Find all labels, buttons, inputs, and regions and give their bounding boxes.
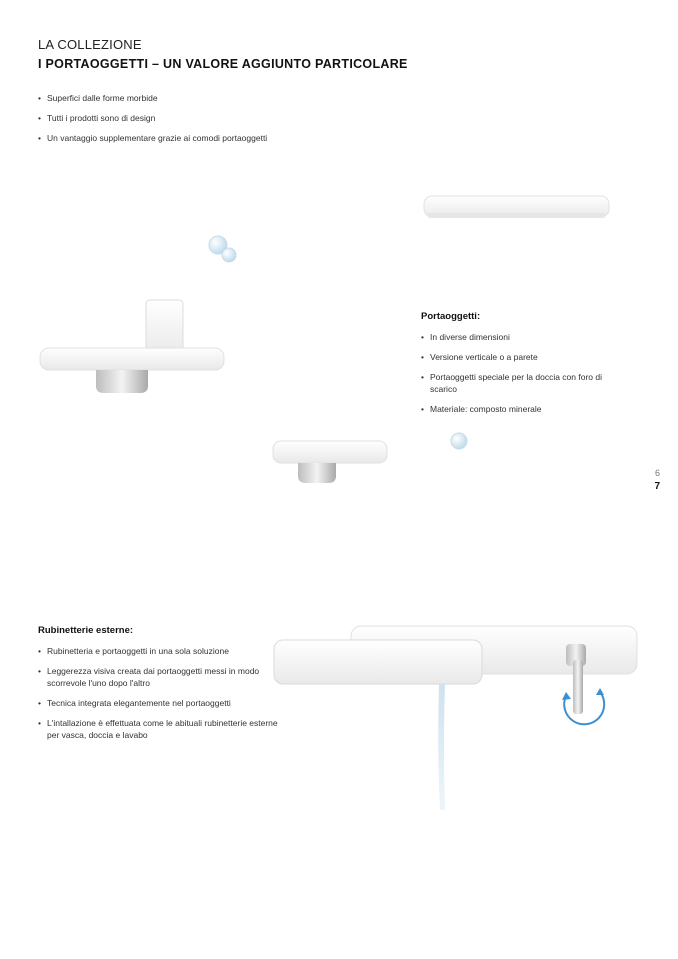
list-item: • In diverse dimensioni bbox=[421, 331, 621, 343]
shelf-with-cup-illustration bbox=[40, 300, 224, 393]
mixer-shelf-illustration bbox=[274, 626, 637, 810]
page-number-right: 7 bbox=[654, 481, 660, 492]
list-item: • Rubinetteria e portaoggetti in una sola soluzione bbox=[38, 645, 288, 657]
small-shelf-illustration bbox=[273, 441, 387, 483]
rubinetterie-list bbox=[38, 645, 288, 749]
portaoggetti-heading: Portaoggetti: bbox=[421, 311, 481, 322]
wall-shelf-illustration bbox=[424, 196, 609, 218]
page-title: I PORTAOGGETTI – UN VALORE AGGIUNTO PARTICOLARE bbox=[38, 57, 408, 71]
list-item: • Superfici dalle forme morbide bbox=[38, 92, 378, 104]
list-item: • Tutti i prodotti sono di design bbox=[38, 112, 378, 124]
section-kicker: LA COLLEZIONE bbox=[38, 37, 142, 52]
intro-list bbox=[38, 92, 378, 152]
list-item: • Versione verticale o a parete bbox=[421, 351, 621, 363]
list-item: • L'intallazione è effettuata come le abituali rubinetterie esterne per vasca, doccia e lavabo bbox=[38, 717, 288, 741]
list-item: • Materiale: composto minerale bbox=[421, 403, 621, 415]
list-item: • Tecnica integrata elegantemente nel portaoggetti bbox=[38, 697, 288, 709]
rubinetterie-heading: Rubinetterie esterne: bbox=[38, 625, 134, 636]
list-item: • Portaoggetti speciale per la doccia con foro di scarico bbox=[421, 371, 621, 395]
page-number-left: 6 bbox=[654, 468, 660, 478]
portaoggetti-list bbox=[421, 331, 621, 423]
list-item: • Un vantaggio supplementare grazie ai comodi portaoggetti bbox=[38, 132, 378, 144]
list-item: • Leggerezza visiva creata dai portaoggetti messi in modo scorrevole l'uno dopo l'altro bbox=[38, 665, 288, 689]
